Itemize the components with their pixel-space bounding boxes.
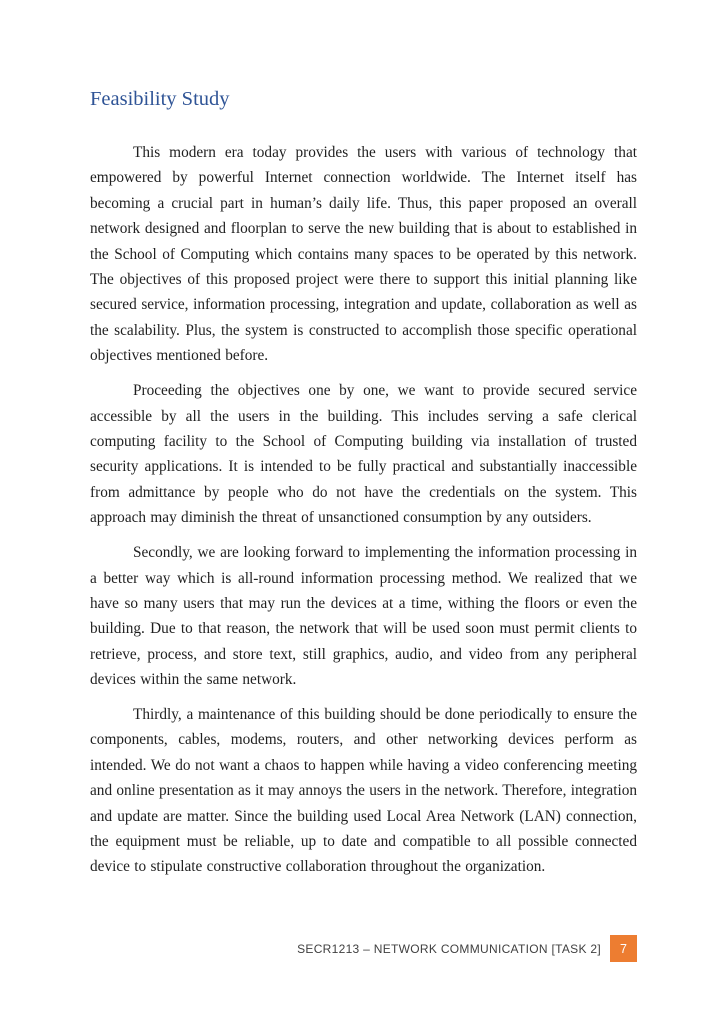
paragraph-intro: This modern era today provides the users with various of technology that empowered by powerful Internet connection worldwide. The Internet itself has becoming a crucial part in human’s daily life. Thus, this paper proposed an overall network designed and floorplan to serve the new building that is about to established in the School of Computing which contains many spaces to be operated by this network. The objectives of this proposed project were there to support this initial planning like secured service, information processing, integration and update, collaboration as well as the scalability. Plus, the system is constructed to accomplish those specific operational objectives mentioned before.	[90, 144, 637, 365]
paragraph-integration-update: Thirdly, a maintenance of this building should be done periodically to ensure the components, cables, modems, routers, and other networking devices perform as intended. We do not want a chaos to happen while having a video conferencing meeting and online presentation as it may annoys the users in the network. Therefore, integration and update are matter. Since the building used Local Area Network (LAN) connection, the equipment must be reliable, up to date and compatible to all possible connected device to stipulate constructive collaboration throughout the organization.	[90, 706, 637, 876]
page-footer	[90, 935, 637, 962]
paragraph-information-processing: Secondly, we are looking forward to implementing the information processing in a better way which is all-round information processing method. We realized that we have so many users that may run the devices at a time, withing the floors or even the building. Due to that reason, the network that will be used soon must permit clients to retrieve, process, and store text, still graphics, audio, and video from any peripheral devices within the same network.	[90, 544, 637, 689]
footer-course-label: SECR1213 – NETWORK COMMUNICATION [TASK 2]	[297, 941, 601, 956]
page-title: Feasibility Study	[90, 88, 230, 110]
paragraph-secured-service: Proceeding the objectives one by one, we want to provide secured service accessible by all the users in the building. This includes serving a safe clerical computing facility to the School of Computing building via installation of trusted security applications. It is intended to be fully practical and substantially inaccessible from admittance by people who do not have the credentials on the system. This approach may diminish the threat of unsanctioned consumption by any outsiders.	[90, 382, 637, 527]
page-number-badge: 7	[610, 935, 637, 962]
document-body	[90, 140, 637, 880]
